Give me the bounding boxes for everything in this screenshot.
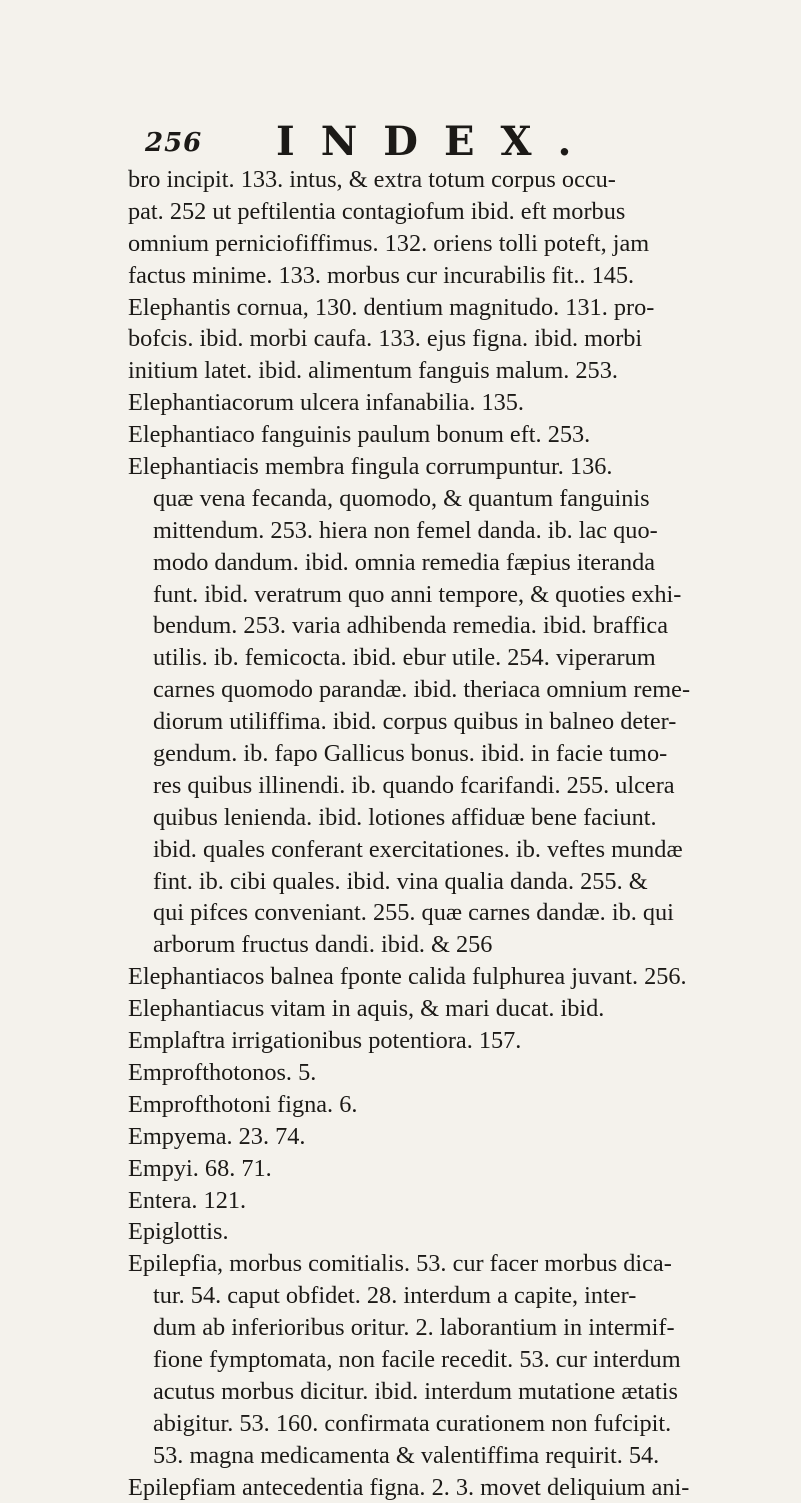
index-entry-emprosthotoni: Emprofthotoni figna. 6. (128, 1090, 358, 1118)
text-line: acutus morbus dicitur. ibid. interdum mutatione ætatis (153, 1377, 679, 1405)
text-line: pat. 252 ut peftilentia contagiofum ibid. eft morbus (128, 197, 626, 225)
index-entry-epilepsiam: Epilepfiam antecedentia figna. 2. 3. movet deliquium ani- (128, 1473, 690, 1501)
text-line: arborum fructus dandi. ibid. & 256 (153, 931, 493, 959)
text-line: factus minime. 133. morbus cur incurabilis fit.. 145. (128, 261, 635, 289)
index-entry-empyema: Empyema. 23. 74. (128, 1122, 306, 1150)
text-line: modo dandum. ibid. omnia remedia fæpius iteranda (153, 548, 656, 576)
index-entry-elephantis: Elephantis cornua, 130. dentium magnitudo. 131. pro- (128, 293, 655, 321)
text-line: abigitur. 53. 160. confirmata curationem non fufcipit. (153, 1409, 672, 1437)
text-line: funt. ibid. veratrum quo anni tempore, & quoties exhi- (153, 580, 682, 608)
text-line: quibus lenienda. ibid. lotiones affiduæ bene faciunt. (153, 803, 657, 831)
text-line: bendum. 253. varia adhibenda remedia. ibid. braffica (153, 612, 668, 640)
page-number: 256 (145, 128, 203, 158)
index-entry-emprosthotonos: Emprofthotonos. 5. (128, 1058, 317, 1086)
index-entry-elephantiacis: Elephantiacis membra fingula corrumpuntur. 136. (128, 453, 613, 481)
text-line: dum ab inferioribus oritur. 2. laborantium in intermif- (153, 1314, 675, 1342)
index-entry-empyi: Empyi. 68. 71. (128, 1154, 272, 1182)
text-line: ibid. quales conferant exercitationes. ib. veftes mundæ (153, 835, 683, 863)
text-line: fione fymptomata, non facile recedit. 53. cur interdum (153, 1345, 681, 1373)
text-line: bofcis. ibid. morbi caufa. 133. ejus figna. ibid. morbi (128, 325, 643, 353)
text-line: carnes quomodo parandæ. ibid. theriaca omnium reme- (153, 676, 691, 704)
index-text (128, 164, 774, 1503)
text-line: fint. ib. cibi quales. ibid. vina qualia danda. 255. & (153, 867, 648, 895)
running-header (0, 118, 801, 165)
text-line: diorum utiliffima. ibid. corpus quibus in balneo deter- (153, 708, 677, 736)
text-line: utilis. ib. femicocta. ibid. ebur utile. 254. viperarum (153, 644, 656, 672)
running-title: INDEX. (276, 118, 598, 165)
index-entry-elephantiacorum: Elephantiacorum ulcera infanabilia. 135. (128, 389, 525, 417)
text-line: omnium perniciofiffimus. 132. oriens tolli poteft, jam (128, 229, 650, 257)
index-entry-entera: Entera. 121. (128, 1186, 247, 1214)
text-line: initium latet. ibid. alimentum fanguis malum. 253. (128, 357, 618, 385)
index-entry-emplastra: Emplaftra irrigationibus potentiora. 157. (128, 1027, 522, 1055)
index-entry-elephantiacus: Elephantiacus vitam in aquis, & mari ducat. ibid. (128, 995, 605, 1023)
index-entry-elephantiacos: Elephantiacos balnea fponte calida fulphurea juvant. 256. (128, 963, 687, 991)
index-entry-epilepsia: Epilepfia, morbus comitialis. 53. cur facer morbus dica- (128, 1250, 672, 1278)
text-line: quæ vena fecanda, quomodo, & quantum fanguinis (153, 484, 650, 512)
text-line: res quibus illinendi. ib. quando fcarifandi. 255. ulcera (153, 771, 675, 799)
text-line: gendum. ib. fapo Gallicus bonus. ibid. in facie tumo- (153, 740, 668, 768)
text-line: bro incipit. 133. intus, & extra totum corpus occu- (128, 166, 616, 193)
text-line: qui pifces conveniant. 255. quæ carnes dandæ. ib. qui (153, 899, 674, 927)
index-entry-epiglottis: Epiglottis. (128, 1218, 229, 1246)
text-line: 53. magna medicamenta & valentiffima requirit. 54. (153, 1441, 660, 1469)
index-entry-elephantiaco: Elephantiaco fanguinis paulum bonum eft. 253. (128, 421, 591, 449)
text-line: mittendum. 253. hiera non femel danda. ib. lac quo- (153, 516, 658, 544)
text-line: tur. 54. caput obfidet. 28. interdum a capite, inter- (153, 1282, 637, 1310)
